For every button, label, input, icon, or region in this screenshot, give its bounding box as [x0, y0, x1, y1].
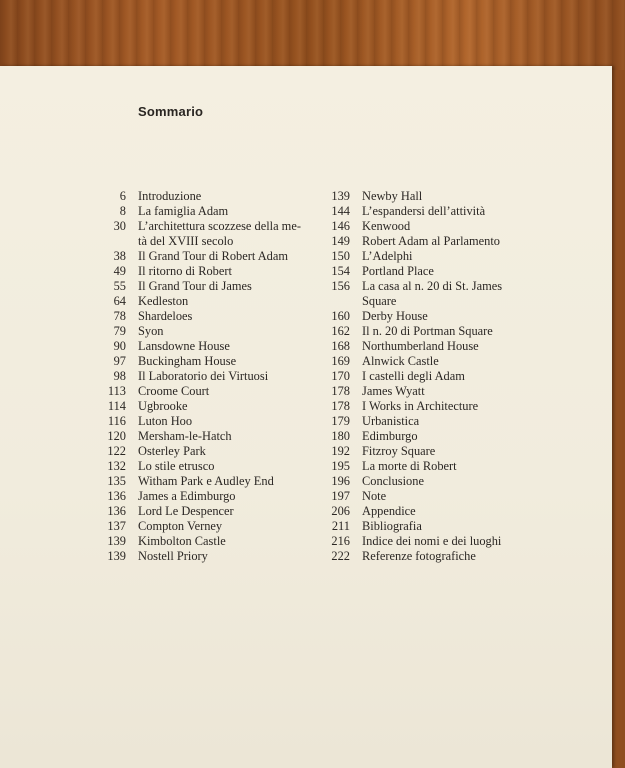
toc-entry-title: [362, 549, 558, 564]
toc-entry-line: Appendice: [362, 504, 416, 518]
toc-page-number: 49: [113, 264, 126, 278]
toc-entry: [318, 189, 558, 204]
toc-column-right: [318, 189, 558, 564]
toc-entry-title: [138, 339, 326, 354]
toc-entry-line: Luton Hoo: [138, 414, 193, 428]
toc-entry-title: [138, 279, 326, 294]
toc-entry-line: Witham Park e Audley End: [138, 474, 274, 488]
toc-entry: [96, 339, 326, 354]
toc-page-number: 180: [331, 429, 350, 443]
toc-entry-line: Ugbrooke: [138, 399, 188, 413]
toc-entry-title: [138, 444, 326, 459]
toc-entry-line: Lansdowne House: [138, 339, 230, 353]
toc-page-number: 136: [107, 489, 126, 503]
toc-entry: [318, 459, 558, 474]
toc-entry-line: Urbanistica: [362, 414, 420, 428]
toc-entry-line: Introduzione: [138, 189, 202, 203]
toc-entry: [318, 549, 558, 564]
toc-entry-line: Compton Verney: [138, 519, 223, 533]
toc-entry: [96, 414, 326, 429]
toc-entry: [96, 249, 326, 264]
toc-entry: [96, 549, 326, 564]
toc-page-number: 90: [113, 339, 126, 353]
toc-entry-line: Alnwick Castle: [362, 354, 439, 368]
toc-entry-line: I castelli degli Adam: [362, 369, 465, 383]
toc-entry-title: [362, 189, 558, 204]
toc-entry-title: [362, 309, 558, 324]
toc-page-number: 178: [331, 384, 350, 398]
toc-entry: [96, 444, 326, 459]
toc-entry-title: [138, 384, 326, 399]
toc-entry-title: [138, 189, 326, 204]
toc-entry-title: [138, 399, 326, 414]
toc-page-number: 78: [113, 309, 126, 323]
toc-entry: [96, 489, 326, 504]
toc-entry-title: [138, 369, 326, 384]
toc-entry-title: [362, 249, 558, 264]
toc-page-number: 169: [331, 354, 350, 368]
toc-entry-title: [138, 354, 326, 369]
toc-page-number: 211: [331, 519, 350, 533]
toc-entry: [96, 279, 326, 294]
toc-page-number: 8: [119, 204, 126, 218]
toc-entry-line: Nostell Priory: [138, 549, 208, 563]
toc-entry: [318, 279, 558, 309]
toc-entry-title: [362, 534, 558, 549]
toc-entry-title: [362, 474, 558, 489]
toc-entry-line: James a Edimburgo: [138, 489, 236, 503]
toc-entry-line: tà del XVIII secolo: [138, 234, 234, 248]
toc-page-number: 192: [331, 444, 350, 458]
toc-page-number: 98: [113, 369, 126, 383]
toc-entry: [318, 369, 558, 384]
toc-entry-title: [362, 399, 558, 414]
toc-entry-line: Lo stile etrusco: [138, 459, 215, 473]
toc-entry-line: James Wyatt: [362, 384, 425, 398]
toc-column-left: [96, 189, 326, 564]
toc-entry-title: [362, 504, 558, 519]
toc-entry-title: [138, 459, 326, 474]
toc-entry-title: [362, 354, 558, 369]
toc-entry: [318, 489, 558, 504]
toc-entry: [96, 294, 326, 309]
toc-entry-title: [138, 489, 326, 504]
toc-entry: [318, 234, 558, 249]
toc-entry-line: Indice dei nomi e dei luoghi: [362, 534, 502, 548]
toc-entry: [318, 399, 558, 414]
toc-entry-title: [138, 309, 326, 324]
toc-entry: [318, 309, 558, 324]
toc-entry: [318, 504, 558, 519]
toc-entry-line: Shardeloes: [138, 309, 193, 323]
toc-page-number: 136: [107, 504, 126, 518]
toc-page-number: 139: [107, 534, 126, 548]
toc-entry-title: [138, 549, 326, 564]
toc-entry-line: Edimburgo: [362, 429, 418, 443]
toc-entry: [96, 504, 326, 519]
toc-entry-title: [138, 429, 326, 444]
toc-entry: [96, 459, 326, 474]
toc-entry-title: [362, 339, 558, 354]
toc-page-number: 162: [331, 324, 350, 338]
toc-entry-title: [362, 489, 558, 504]
toc-entry-title: [362, 384, 558, 399]
toc-page-number: 137: [107, 519, 126, 533]
toc-page-number: 30: [113, 219, 126, 233]
toc-page-number: 6: [119, 189, 126, 203]
toc-entry-title: [362, 459, 558, 474]
toc-entry-line: Derby House: [362, 309, 428, 323]
toc-entry-title: [362, 219, 558, 234]
toc-entry-line: L’architettura scozzese della me-: [138, 219, 301, 233]
toc-entry-line: Syon: [138, 324, 164, 338]
toc-entry-title: [138, 534, 326, 549]
toc-entry-line: Osterley Park: [138, 444, 206, 458]
toc-entry: [96, 219, 326, 249]
toc-entry-title: [138, 504, 326, 519]
toc-page-number: 179: [331, 414, 350, 428]
toc-entry-line: Il Grand Tour di James: [138, 279, 252, 293]
toc-page-number: 196: [331, 474, 350, 488]
toc-entry: [96, 369, 326, 384]
toc-entry: [96, 324, 326, 339]
toc-entry: [96, 264, 326, 279]
toc-entry: [318, 354, 558, 369]
toc-entry-title: [362, 324, 558, 339]
page-title: Sommario: [138, 104, 204, 119]
toc-entry-line: Kimbolton Castle: [138, 534, 226, 548]
toc-page-number: 144: [331, 204, 350, 218]
toc-entry-line: Note: [362, 489, 387, 503]
toc-entry: [318, 414, 558, 429]
toc-entry-title: [138, 204, 326, 219]
toc-page-number: 116: [107, 414, 126, 428]
toc-entry-title: [362, 264, 558, 279]
toc-page-number: 38: [113, 249, 126, 263]
toc-entry-line: Northumberland House: [362, 339, 479, 353]
toc-entry-line: La famiglia Adam: [138, 204, 229, 218]
toc-entry: [96, 384, 326, 399]
toc-page-number: 149: [331, 234, 350, 248]
toc-page-number: 150: [331, 249, 350, 263]
toc-page-number: 154: [331, 264, 350, 278]
toc-entry-title: [362, 279, 558, 309]
toc-entry-line: Croome Court: [138, 384, 210, 398]
toc-entry: [318, 474, 558, 489]
toc-page-number: 139: [331, 189, 350, 203]
toc-entry-title: [362, 444, 558, 459]
toc-entry-line: Bibliografia: [362, 519, 422, 533]
toc-page-number: 122: [107, 444, 126, 458]
toc-entry-line: Square: [362, 294, 397, 308]
toc-entry-title: [362, 414, 558, 429]
toc-entry: [96, 189, 326, 204]
toc-entry-line: I Works in Architecture: [362, 399, 479, 413]
toc-page-number: 168: [331, 339, 350, 353]
toc-entry-line: Conclusione: [362, 474, 424, 488]
toc-entry-line: L’espandersi dell’attività: [362, 204, 486, 218]
toc-entry-title: [362, 519, 558, 534]
toc-entry-title: [362, 429, 558, 444]
toc-entry: [96, 429, 326, 444]
toc-entry: [96, 519, 326, 534]
toc-entry-title: [362, 204, 558, 219]
toc-entry-line: Referenze fotografiche: [362, 549, 476, 563]
toc-entry-title: [362, 369, 558, 384]
toc-page-number: 170: [331, 369, 350, 383]
toc-entry-title: [138, 324, 326, 339]
toc-entry-line: Kenwood: [362, 219, 411, 233]
toc-entry-line: L’Adelphi: [362, 249, 413, 263]
toc-entry-title: [138, 264, 326, 279]
toc-entry: [318, 519, 558, 534]
toc-page-number: 216: [331, 534, 350, 548]
toc-entry: [96, 399, 326, 414]
toc-page-number: 146: [331, 219, 350, 233]
toc-entry: [318, 324, 558, 339]
toc-entry: [96, 534, 326, 549]
toc-entry-line: Robert Adam al Parlamento: [362, 234, 500, 248]
toc-page-number: 79: [113, 324, 126, 338]
toc-entry: [318, 444, 558, 459]
toc-entry-line: Il ritorno di Robert: [138, 264, 232, 278]
toc-page-number: 113: [107, 384, 126, 398]
toc-page-number: 64: [113, 294, 126, 308]
toc-page-number: 132: [107, 459, 126, 473]
toc-entry-line: Buckingham House: [138, 354, 237, 368]
toc-entry: [318, 534, 558, 549]
toc-page-number: 55: [113, 279, 126, 293]
toc-page-number: 97: [113, 354, 126, 368]
toc-page-number: 197: [331, 489, 350, 503]
toc-entry-line: Mersham-le-Hatch: [138, 429, 232, 443]
toc-entry-line: Il Grand Tour di Robert Adam: [138, 249, 288, 263]
toc-page-number: 114: [107, 399, 126, 413]
toc-entry: [318, 219, 558, 234]
toc-entry: [318, 384, 558, 399]
toc-entry: [96, 474, 326, 489]
toc-entry-line: Lord Le Despencer: [138, 504, 234, 518]
toc-page-number: 156: [331, 279, 350, 293]
toc-page-number: 135: [107, 474, 126, 488]
toc-entry-line: Fitzroy Square: [362, 444, 436, 458]
toc-entry-title: [362, 234, 558, 249]
toc-page-number: 222: [331, 549, 350, 563]
toc-entry: [318, 339, 558, 354]
toc-entry-title: [138, 474, 326, 489]
toc-entry-line: Il n. 20 di Portman Square: [362, 324, 493, 338]
toc-entry-title: [138, 219, 326, 249]
toc-entry-title: [138, 249, 326, 264]
toc-entry: [318, 429, 558, 444]
toc-entry-title: [138, 519, 326, 534]
toc-entry-line: La casa al n. 20 di St. James: [362, 279, 503, 293]
toc-page-number: 120: [107, 429, 126, 443]
toc-page-number: 195: [331, 459, 350, 473]
toc-entry-line: Portland Place: [362, 264, 434, 278]
toc-entry-line: Il Laboratorio dei Virtuosi: [138, 369, 269, 383]
toc-page-number: 178: [331, 399, 350, 413]
toc-page-number: 206: [331, 504, 350, 518]
toc-entry: [96, 354, 326, 369]
toc-entry-title: [138, 414, 326, 429]
toc-entry: [318, 249, 558, 264]
wood-background: [0, 0, 625, 70]
toc-entry: [96, 309, 326, 324]
toc-entry-line: Kedleston: [138, 294, 189, 308]
toc-entry-line: La morte di Robert: [362, 459, 457, 473]
toc-entry: [96, 204, 326, 219]
toc-entry-title: [138, 294, 326, 309]
toc-entry: [318, 264, 558, 279]
toc-page-number: 139: [107, 549, 126, 563]
toc-entry-line: Newby Hall: [362, 189, 423, 203]
toc-entry: [318, 204, 558, 219]
toc-page-number: 160: [331, 309, 350, 323]
